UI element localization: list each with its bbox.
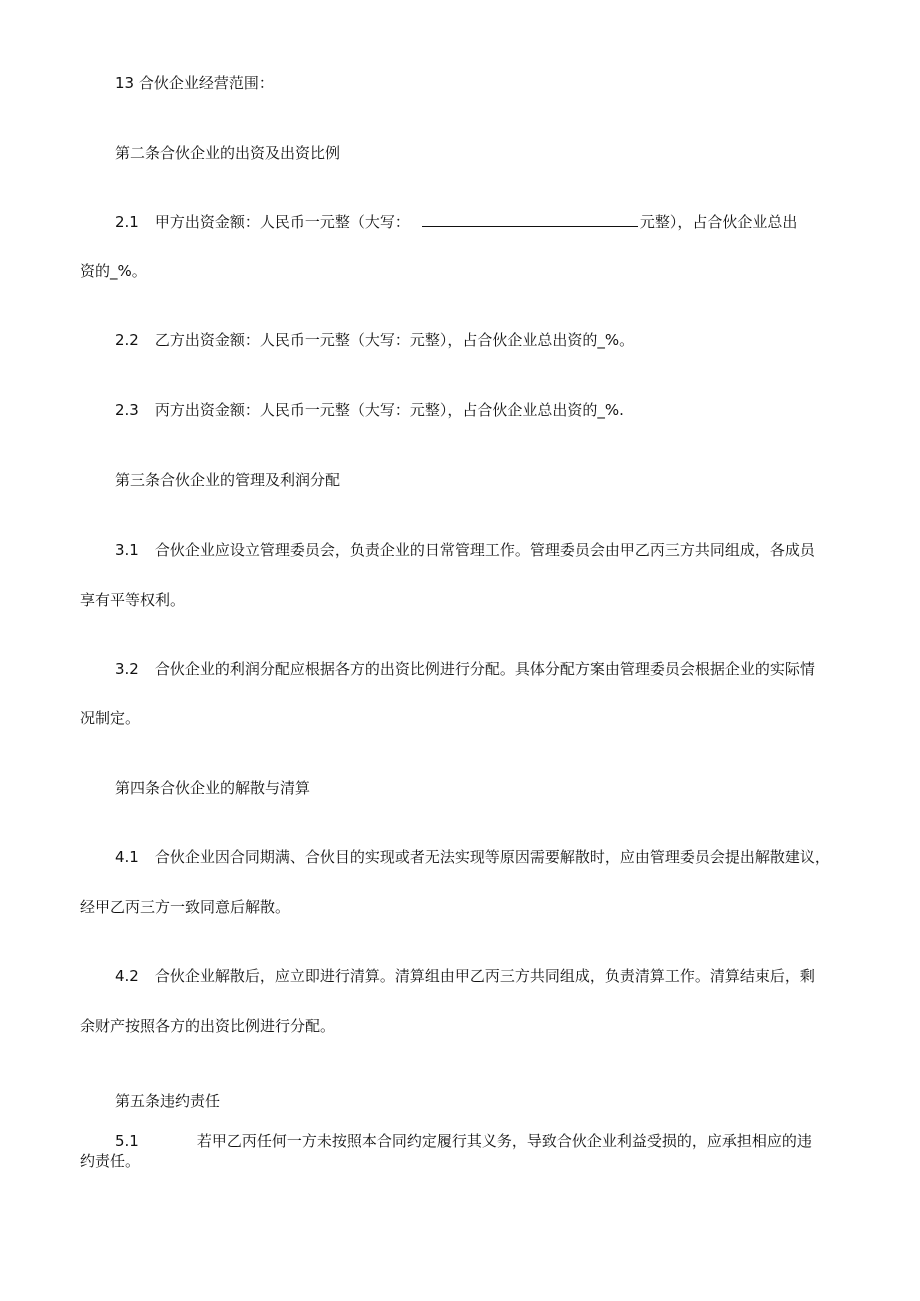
clause-cont-text: 享有平等权利。 <box>80 591 186 609</box>
clause-cont-text: 约责任。 <box>80 1152 141 1170</box>
article-3-title: 第三条合伙企业的管理及利润分配 <box>115 471 341 489</box>
clause-number: 4.1 <box>115 848 139 866</box>
clause-number: 2.3 <box>115 401 139 419</box>
clause-4-1-cont <box>80 897 290 917</box>
clause-2-1 <box>115 212 797 232</box>
clause-3-2-cont <box>80 708 140 728</box>
clause-cont-text: 况制定。 <box>80 709 141 727</box>
article-3-heading <box>115 470 340 490</box>
article-5-title: 第五条违约责任 <box>115 1092 221 1110</box>
clause-4-1 <box>115 847 830 867</box>
clause-5-1-cont <box>80 1151 140 1171</box>
clause-number: 4.2 <box>115 967 139 985</box>
clause-text: 合伙企业因合同期满、合伙目的实现或者无法实现等原因需要解散时，应由管理委员会提出解散建议， <box>154 848 830 866</box>
clause-text: 丙方出资金额：人民币一元整（大写：元整），占合伙企业总出资的_%. <box>154 401 624 419</box>
clause-number: 2.2 <box>115 331 139 349</box>
clause-number: 5.1 <box>115 1132 139 1150</box>
clause-3-1-cont <box>80 590 185 610</box>
business-scope-line <box>115 73 274 93</box>
clause-3-1 <box>115 540 815 560</box>
blank-underline <box>422 212 638 227</box>
article-4-title: 第四条合伙企业的解散与清算 <box>115 779 311 797</box>
clause-cont-text: 经甲乙丙三方一致同意后解散。 <box>80 898 291 916</box>
article-2-title: 第二条合伙企业的出资及出资比例 <box>115 144 341 162</box>
business-scope-text: 13 合伙企业经营范围： <box>115 74 274 92</box>
article-4-heading <box>115 778 310 798</box>
clause-4-2-cont <box>80 1016 335 1036</box>
article-2-heading <box>115 143 340 163</box>
clause-cont-text: 资的_%。 <box>80 262 147 280</box>
clause-text-a: 甲方出资金额：人民币一元整（大写： <box>154 213 410 231</box>
clause-2-3 <box>115 400 624 420</box>
clause-number: 3.1 <box>115 541 139 559</box>
clause-2-1-cont <box>80 261 147 281</box>
clause-text: 合伙企业应设立管理委员会，负责企业的日常管理工作。管理委员会由甲乙丙三方共同组成，各成员 <box>154 541 815 559</box>
clause-text: 若甲乙丙任何一方未按照本合同约定履行其义务，导致合伙企业利益受损的，应承担相应的违 <box>196 1132 812 1150</box>
clause-number: 3.2 <box>115 660 139 678</box>
clause-5-1 <box>115 1131 812 1151</box>
clause-4-2 <box>115 966 815 986</box>
clause-text: 乙方出资金额：人民币一元整（大写：元整），占合伙企业总出资的_%。 <box>154 331 635 349</box>
clause-number: 2.1 <box>115 213 139 231</box>
clause-text: 合伙企业解散后，应立即进行清算。清算组由甲乙丙三方共同组成，负责清算工作。清算结束后，剩 <box>154 967 815 985</box>
clause-text-b: 元整），占合伙企业总出 <box>639 213 798 231</box>
clause-2-2 <box>115 330 634 350</box>
article-5-heading <box>115 1091 220 1111</box>
clause-cont-text: 余财产按照各方的出资比例进行分配。 <box>80 1017 336 1035</box>
clause-3-2 <box>115 659 815 679</box>
clause-text: 合伙企业的利润分配应根据各方的出资比例进行分配。具体分配方案由管理委员会根据企业的实际情 <box>154 660 815 678</box>
